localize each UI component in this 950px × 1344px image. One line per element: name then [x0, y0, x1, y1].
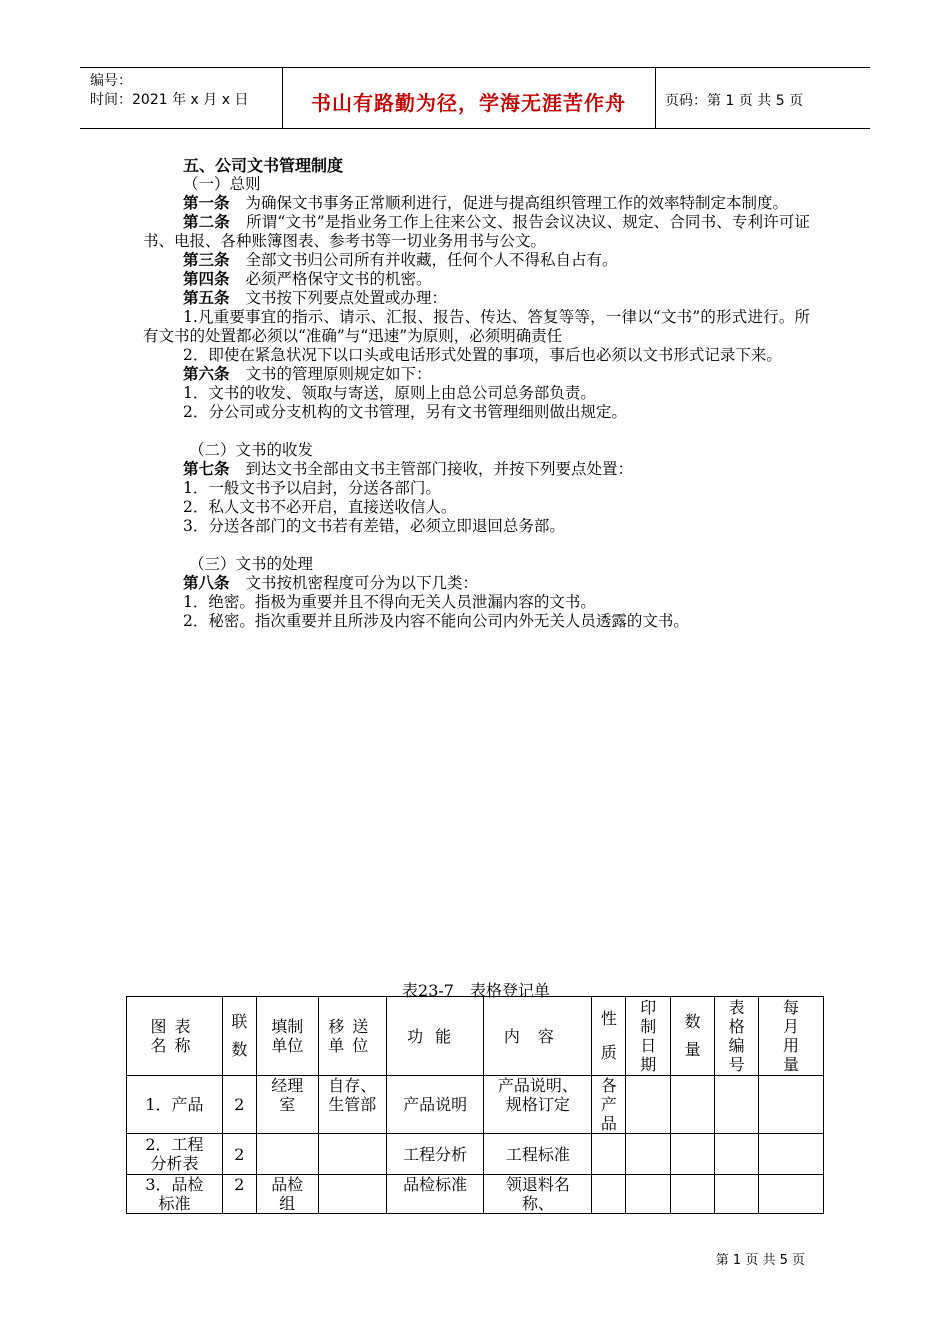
- header-number: 编号：: [90, 73, 132, 89]
- article-text: 必须严格保守文书的机密。: [245, 270, 432, 288]
- table-cell: 2: [222, 1175, 256, 1214]
- table-cell: 1．产品: [127, 1076, 223, 1134]
- table-cell: [715, 1076, 759, 1134]
- table-cell: [626, 1134, 671, 1175]
- article-item: 1．文书的收发、领取与寄送，原则上由总公司总务部负责。: [183, 384, 596, 402]
- article-text: 文书的管理原则规定如下：: [245, 365, 432, 383]
- article-label: 第二条: [183, 213, 230, 231]
- table-cell: 经理室: [256, 1076, 318, 1134]
- article-item: 3．分送各部门的文书若有差错，必须立即退回总务部。: [183, 517, 565, 535]
- article-5: [143, 289, 810, 308]
- table-cell: 产品说明、规格订定: [484, 1076, 592, 1134]
- article-4: [143, 270, 810, 289]
- header-cell: 内容: [484, 997, 592, 1076]
- table-cell: [671, 1175, 715, 1214]
- section-heading: （一）总则: [183, 175, 261, 193]
- article-text: 全部文书归公司所有并收藏，任何个人不得私自占有。: [245, 251, 618, 269]
- table-cell: [759, 1076, 824, 1134]
- article-3: [143, 251, 810, 270]
- article-1: [143, 194, 810, 213]
- article-text: 所谓“文书”是指业务工作上往来公文、报告会议决议、规定、合同书、专利许可证书、电报、各种账簿图表、参考书等一切业务用书与公文。: [143, 213, 810, 250]
- article-item: 2．分公司或分支机构的文书管理，另有文书管理细则做出规定。: [183, 403, 627, 421]
- table-row: [127, 1175, 824, 1214]
- header-divider: [655, 67, 656, 128]
- header-cell: 联数: [222, 997, 256, 1076]
- header-cell: 功能: [386, 997, 484, 1076]
- article-text: 文书按机密程度可分为以下几类：: [245, 574, 479, 592]
- document-title: 五、公司文书管理制度: [183, 156, 344, 175]
- table-cell: 各产品: [592, 1076, 626, 1134]
- article-text: 为确保文书事务正常顺利进行，促进与提高组织管理工作的效率特制定本制度。: [245, 194, 789, 212]
- header-cell: 填制单位: [256, 997, 318, 1076]
- header-cell: 每月用量: [759, 997, 824, 1076]
- header-cell: 表格编号: [715, 997, 759, 1076]
- table-cell: [318, 1175, 386, 1214]
- article-label: 第三条: [183, 251, 230, 269]
- table-cell: [715, 1175, 759, 1214]
- article-text: 文书按下列要点处置或办理：: [245, 289, 448, 307]
- article-label: 第四条: [183, 270, 230, 288]
- section-heading: （二）文书的收发: [189, 441, 314, 459]
- article-item: 2．私人文书不必开启，直接送收信人。: [183, 498, 457, 516]
- table-cell: [671, 1134, 715, 1175]
- article-label: 第六条: [183, 365, 230, 383]
- article-item: 1.凡重要事宜的指示、请示、汇报、报告、传达、答复等等，一律以“文书”的形式进行。所有文书的处置都必须以“准确”与“迅速”为原则，必须明确责任: [143, 308, 810, 345]
- table-cell: 2: [222, 1076, 256, 1134]
- table-cell: [592, 1134, 626, 1175]
- table-caption: 表23-7 表格登记单: [402, 981, 550, 1000]
- table-cell: 2: [222, 1134, 256, 1175]
- article-text: 到达文书全部由文书主管部门接收，并按下列要点处置：: [245, 460, 634, 478]
- header-top-rule: [80, 67, 870, 68]
- article-item: 1．绝密。指极为重要并且不得向无关人员泄漏内容的文书。: [183, 593, 596, 611]
- header-page-number: 页码：第 1 页 共 5 页: [665, 93, 804, 109]
- table-cell: [256, 1134, 318, 1175]
- table-cell: 2．工程分析表: [127, 1134, 223, 1175]
- table-cell: [318, 1134, 386, 1175]
- header-motto: 书山有路勤为径，学海无涯苦作舟: [311, 91, 626, 115]
- article-item: 2．秘密。指次重要并且所涉及内容不能向公司内外无关人员透露的文书。: [183, 612, 689, 630]
- table-cell: [626, 1175, 671, 1214]
- table-cell: 自存、生管部: [318, 1076, 386, 1134]
- article-label: 第七条: [183, 460, 230, 478]
- header-bottom-rule: [80, 128, 870, 129]
- footer-page-number: 第 1 页 共 5 页: [715, 1253, 805, 1268]
- table-cell: [759, 1134, 824, 1175]
- table-header-row: [127, 997, 824, 1076]
- table-cell: [759, 1175, 824, 1214]
- article-label: 第五条: [183, 289, 230, 307]
- article-item: 1．一般文书予以启封，分送各部门。: [183, 479, 441, 497]
- article-2: [143, 213, 810, 251]
- table-cell: [671, 1076, 715, 1134]
- table-cell: [715, 1134, 759, 1175]
- table-row: [127, 1134, 824, 1175]
- header-time: 时间：2021 年 x 月 x 日: [90, 92, 249, 108]
- table-cell: 工程分析: [386, 1134, 484, 1175]
- header-cell: 图表名称: [127, 997, 223, 1076]
- document-body: [143, 156, 810, 631]
- registration-table: [126, 996, 824, 1214]
- table-cell: 品检标准: [386, 1175, 484, 1214]
- article-item: 2．即使在紧急状况下以口头或电话形式处置的事项，事后也必须以文书形式记录下来。: [183, 346, 782, 364]
- table-cell: 产品说明: [386, 1076, 484, 1134]
- article-7: [143, 460, 810, 479]
- section-heading: （三）文书的处理: [189, 555, 314, 573]
- header-meta: [90, 72, 248, 110]
- table-cell: 领退料名称、: [484, 1175, 592, 1214]
- article-label: 第一条: [183, 194, 230, 212]
- table-cell: [626, 1076, 671, 1134]
- table-cell: 工程标准: [484, 1134, 592, 1175]
- article-8: [143, 574, 810, 593]
- table-row: [127, 1076, 824, 1134]
- header-cell: 移送单位: [318, 997, 386, 1076]
- article-6: [143, 365, 810, 384]
- table-cell: 3．品检标准: [127, 1175, 223, 1214]
- header-cell: 性质: [592, 997, 626, 1076]
- header-cell: 印制日期: [626, 997, 671, 1076]
- header-cell: 数量: [671, 997, 715, 1076]
- table-cell: [592, 1175, 626, 1214]
- article-label: 第八条: [183, 574, 230, 592]
- table-cell: 品检组: [256, 1175, 318, 1214]
